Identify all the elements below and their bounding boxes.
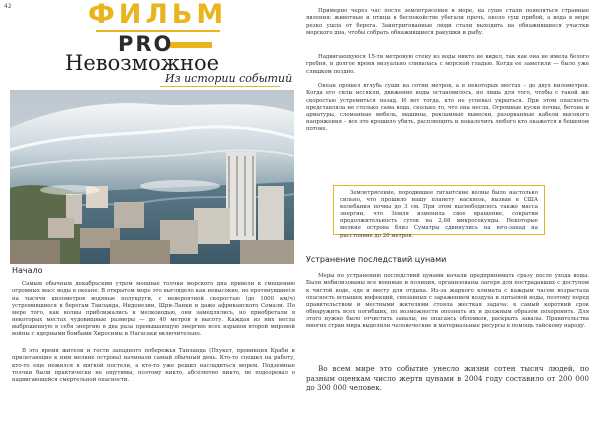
brand-logo-film: ФИЛЬМ [88, 0, 228, 30]
fact-callout-text: Землетрясение, породившее гигантские волны было настолько сильно, что прошило нашу планету насквозь, вызвав в США колебания почвы до 3 см. При этом высвободилось также масса энергии, что Земля изменила свое вращение, сократив продолжительность суток на 2,68 микросекунды. Некоторые мелкие острова близ Суматры сдвинулись на юго-запад на расстояние до 20 метров. [340, 190, 538, 239]
article-subtitle: Из истории событий [165, 72, 293, 85]
fact-callout-box [333, 185, 545, 239]
right-paragraph-2: Надвигающуюся 15-ти метровую стену из воды никто не видел, так как она не имела белого гребня, и долгое время визуально сливалась с морской гладью. Когда ее заметили — было уже слишком поздно. [306, 54, 589, 75]
section-heading-start: Начало [12, 266, 43, 275]
subtitle-underline [160, 86, 280, 87]
right-paragraph-1: Примерно через час после землетрясения в море, на суше стали появляться странные явления: животные и птицы в беспокойстве убегали прочь, около суш прибой, а вода в море резко ушла от берега. Заинтригованные люди стали выходить на обнажившиеся участки морского дна, чтобы собрать обнажившиеся ракушки и рыбу. [306, 8, 589, 36]
left-paragraph-2: В это время жители и гости западного побережья Таиланда (Пхукет, провинция Краби и прилегающие к ним мелкие острова) начинали самый обычный день. Кто-то спешил на работу, кто-то еще нежился в мягкой постели, а кто-то уже решил насладиться морем. Подземные толчки были практически не ощутимы, поэтому никто, абсолютно никто, не подозревал о надвигающейся смертельной опасности. [12, 348, 295, 383]
brand-logo-pro: PRO [118, 32, 174, 56]
left-paragraph-1: Самым обычным декабрьским утром мощные толчки морского дна привели к смещению огромных масс воды в океане. В открытом море это выглядело как невысокие, но протянувшиеся на тысячи километров водяные полукруги, с невероятной скоростью (до 1000 км/ч) устремившиеся к берегам Таиланда, Индонезии, Шри-Ланки и даже африканского Сомали. По мере того, как волны приближались к мелководью, они замедлялись, но приобретали в некоторых местах чудовищные размеры — до 40 метров в высоту. Каждая из них несла выброшенную в себя энергию в два раза превышающую энергию всех взрывов второй мировой войны с ядерными бомбами Хиросимы и Нагасаки включительно. [12, 281, 295, 338]
right-paragraph-4: Меры по устранению последствий цунами начали предпринимать сразу после ухода воды. Были мобилизованы все военные и полиция, организованы лагеря для пострадавших с доступом к чистой воде, еде и месту для отдыха. Из-за жаркого климата с каждым часом возрастала опасность вспышек инфекций, связанных с заражением воздуха и питьевой воды, поэтому перед правительством и местными жителями стояла жесткая задача: в самый короткий срок обнаружить всех погибших, по возможности опознать их и должным образом похоронить. Для этого нужно было отчистить завалы, не опасаясь обломков, раскрыть завалы. Правительства многих стран мира выделили человеческие и материальные ресурсы в помощь тайскому народу. [306, 273, 589, 330]
brand-accent-bar [168, 42, 212, 48]
page-number: 42 [4, 3, 12, 10]
tsunami-photo [10, 90, 294, 264]
article-title: Невозможное [65, 51, 220, 75]
right-paragraph-3: Океан прошел вглубь суши на сотни метров, а в некоторых местах – до двух километров. Когда его силы иссякли, движение воды остановилось, но лишь для того, чтобы с такой же скоростью устремиться назад. И вот тогда, кто не успевал укрыться. При этом опасность представляла не столько сама вода, сколько то, что она несла. Огромные куски почвы, бетона и арматуры, сломанные мебель, машины, рекламные вывески, разорванные кабели высокого напряжения – все это крошило убить, расплющить и покалечить любого кто окажется в бешеном потоке. [306, 83, 589, 132]
right-paragraph-5: Во всем мире это событие унесло жизни сотен тысяч людей, по разным оценкам число жертв цунами в 2004 году составило от 200 000 до 300 000 человек. [306, 364, 589, 393]
section-heading-aftermath: Устранение последствий цунами [306, 255, 447, 264]
